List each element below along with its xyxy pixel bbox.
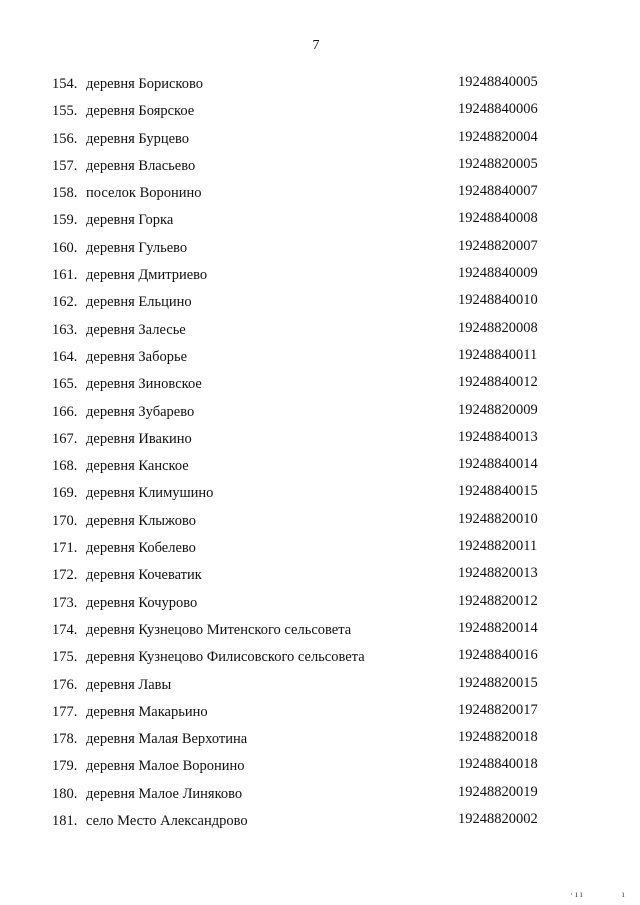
- list-item: [0, 290, 640, 317]
- scan-mark: ı: [622, 889, 625, 899]
- settlement-name: деревня Борисково: [86, 76, 203, 92]
- list-item: [0, 754, 640, 781]
- settlement-name: деревня Малая Верхотина: [86, 731, 248, 748]
- settlement-name: деревня Кобелево: [86, 540, 196, 557]
- oktmo-code: 19248840005: [458, 74, 538, 90]
- scan-mark: · ı ı: [570, 889, 583, 899]
- oktmo-code: 19248840016: [458, 647, 538, 664]
- entry-number: 181.: [52, 813, 78, 830]
- entry-number: 159.: [52, 212, 78, 229]
- list-item: [0, 727, 640, 754]
- entry-number: 177.: [52, 703, 78, 720]
- entry-number: 163.: [52, 321, 78, 338]
- settlement-name: деревня Зубарево: [86, 403, 195, 420]
- list-item: [0, 481, 640, 508]
- oktmo-code: 19248820017: [458, 701, 538, 718]
- settlement-name: деревня Малое Линяково: [86, 785, 243, 802]
- oktmo-code: 19248820007: [458, 237, 538, 254]
- entry-number: 161.: [52, 267, 78, 284]
- entry-number: 162.: [52, 294, 78, 311]
- oktmo-code: 19248820012: [458, 592, 538, 609]
- entry-number: 164.: [52, 348, 78, 365]
- list-item: [0, 645, 640, 672]
- oktmo-code: 19248840013: [458, 428, 538, 445]
- entry-number: 160.: [52, 239, 78, 256]
- entry-number: 172.: [52, 567, 78, 584]
- entry-number: 155.: [52, 103, 78, 120]
- list-item: [0, 809, 640, 836]
- entry-number: 173.: [52, 594, 78, 611]
- oktmo-code: 19248820019: [458, 783, 538, 800]
- entry-number: 176.: [52, 676, 78, 693]
- list-item: [0, 263, 640, 290]
- settlement-name: деревня Гульево: [86, 239, 188, 256]
- list-item: [0, 181, 640, 208]
- list-item: [0, 536, 640, 563]
- settlement-name: деревня Боярское: [86, 103, 195, 120]
- entry-number: 170.: [52, 512, 78, 529]
- oktmo-code: 19248840006: [458, 101, 538, 118]
- settlement-name: деревня Канское: [86, 458, 189, 475]
- oktmo-code: 19248840010: [458, 292, 538, 309]
- settlement-name: деревня Кузнецово Филисовского сельсовета: [86, 649, 365, 666]
- list-item: [0, 700, 640, 727]
- settlement-name: деревня Макарьино: [86, 703, 208, 720]
- oktmo-code: 19248840018: [458, 756, 538, 773]
- entry-number: 157.: [52, 157, 78, 174]
- settlement-name: деревня Ивакино: [86, 430, 192, 447]
- oktmo-code: 19248820004: [458, 128, 538, 145]
- settlement-name: деревня Зиновское: [86, 376, 202, 393]
- oktmo-code: 19248820014: [458, 619, 538, 636]
- settlement-name: деревня Кочурово: [86, 594, 198, 611]
- settlement-name: деревня Кузнецово Митенского сельсовета: [86, 621, 352, 638]
- entry-number: 169.: [52, 485, 78, 502]
- oktmo-code: 19248820013: [458, 565, 538, 582]
- list-item: [0, 127, 640, 154]
- list-item: [0, 782, 640, 809]
- settlement-name: деревня Ельцино: [86, 294, 192, 311]
- settlement-name: деревня Климушино: [86, 485, 214, 502]
- list-item: [0, 400, 640, 427]
- oktmo-code: 19248820015: [458, 674, 538, 691]
- entry-number: 178.: [52, 731, 78, 748]
- settlement-name: деревня Заборье: [86, 348, 188, 365]
- entry-number: 158.: [52, 185, 78, 202]
- list-item: [0, 673, 640, 700]
- oktmo-code: 19248820010: [458, 510, 538, 527]
- entry-number: 167.: [52, 430, 78, 447]
- oktmo-code: 19248840008: [458, 210, 538, 227]
- page-number: 7: [312, 38, 320, 53]
- list-item: [0, 563, 640, 590]
- entry-number: 154.: [52, 76, 78, 92]
- entry-number: 168.: [52, 458, 78, 475]
- settlement-name: деревня Бурцево: [86, 130, 190, 147]
- settlement-name: деревня Клыжово: [86, 512, 196, 529]
- list-item: [0, 72, 640, 99]
- settlement-name: деревня Власьево: [86, 157, 196, 174]
- list-item: [0, 345, 640, 372]
- list-item: [0, 208, 640, 235]
- settlement-list: [0, 72, 640, 836]
- oktmo-code: 19248840015: [458, 483, 538, 500]
- settlement-name: село Место Александрово: [86, 813, 248, 830]
- oktmo-code: 19248840007: [458, 183, 538, 200]
- list-item: [0, 372, 640, 399]
- settlement-name: поселок Воронино: [86, 185, 202, 202]
- oktmo-code: 19248840014: [458, 456, 538, 473]
- entry-number: 174.: [52, 621, 78, 638]
- settlement-name: деревня Кочеватик: [86, 567, 202, 584]
- oktmo-code: 19248820018: [458, 729, 538, 746]
- list-item: [0, 154, 640, 181]
- list-item: [0, 99, 640, 126]
- entry-number: 171.: [52, 540, 78, 557]
- settlement-name: деревня Малое Воронино: [86, 758, 245, 775]
- settlement-name: деревня Залесье: [86, 321, 186, 338]
- list-item: [0, 591, 640, 618]
- entry-number: 179.: [52, 758, 78, 775]
- settlement-name: деревня Горка: [86, 212, 174, 229]
- oktmo-code: 19248820011: [458, 538, 538, 555]
- list-item: [0, 318, 640, 345]
- settlement-name: деревня Лавы: [86, 676, 172, 693]
- entry-number: 166.: [52, 403, 78, 420]
- entry-number: 156.: [52, 130, 78, 147]
- oktmo-code: 19248840009: [458, 265, 538, 282]
- entry-number: 165.: [52, 376, 78, 393]
- oktmo-code: 19248840011: [458, 346, 538, 363]
- list-item: [0, 509, 640, 536]
- oktmo-code: 19248840012: [458, 374, 538, 391]
- oktmo-code: 19248820002: [458, 811, 538, 828]
- entry-number: 180.: [52, 785, 78, 802]
- oktmo-code: 19248820008: [458, 319, 538, 336]
- list-item: [0, 454, 640, 481]
- list-item: [0, 236, 640, 263]
- oktmo-code: 19248820005: [458, 155, 538, 172]
- list-item: [0, 618, 640, 645]
- oktmo-code: 19248820009: [458, 401, 538, 418]
- list-item: [0, 427, 640, 454]
- entry-number: 175.: [52, 649, 78, 666]
- settlement-name: деревня Дмитриево: [86, 267, 208, 284]
